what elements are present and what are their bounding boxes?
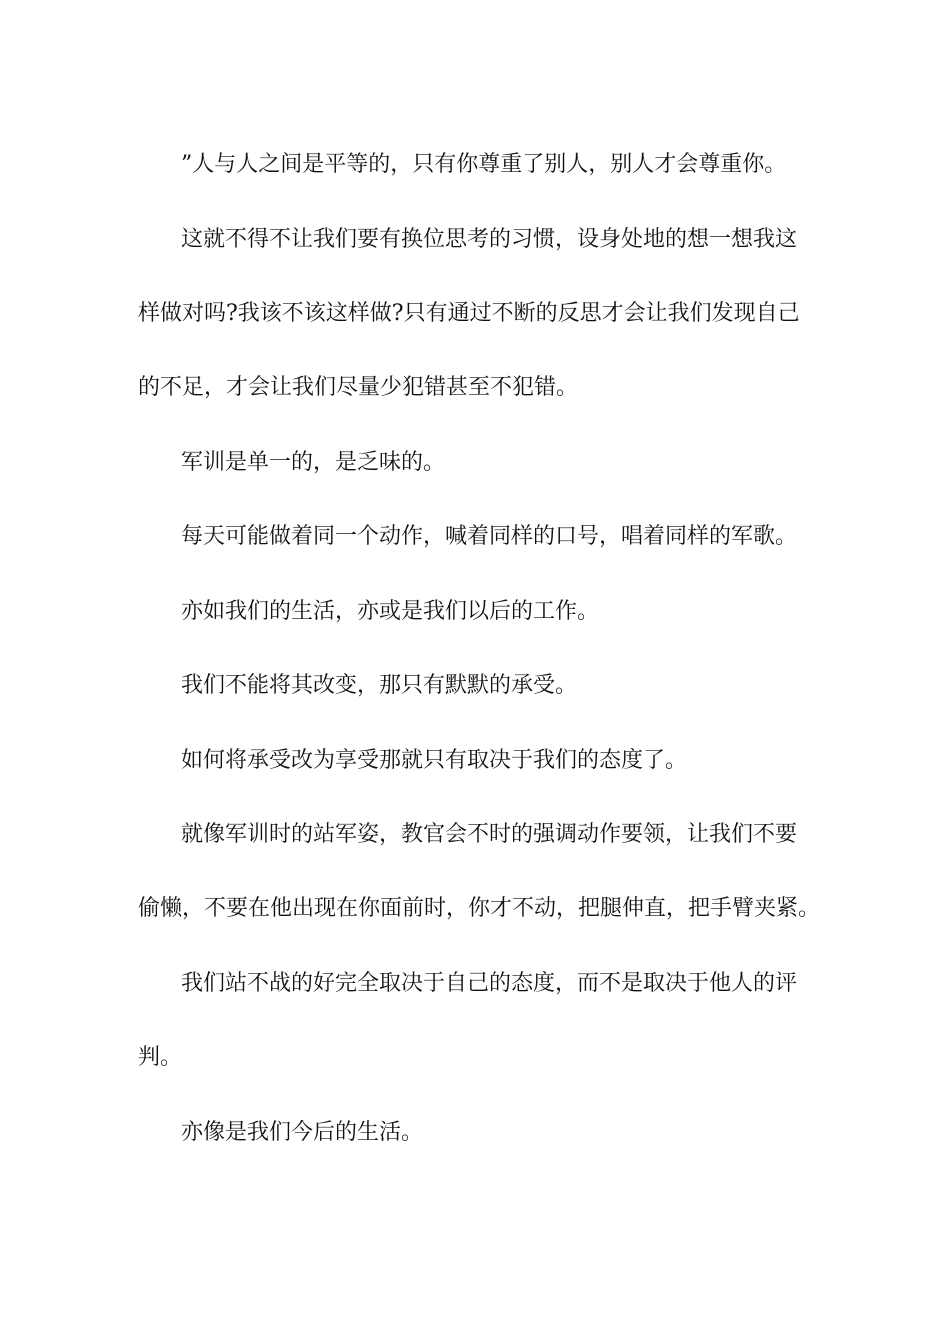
text-line: 亦如我们的生活，亦或是我们以后的工作。 [181,599,600,624]
text-line: 就像军训时的站军姿，教官会不时的强调动作要领，让我们不要 [181,822,798,847]
text-line: ”人与人之间是平等的，只有你尊重了别人，别人才会尊重你。 [181,152,787,177]
text-line: 这就不得不让我们要有换位思考的习惯，设身处地的想一想我这 [181,227,798,252]
text-line: 每天可能做着同一个动作，喊着同样的口号，唱着同样的军歌。 [181,524,798,549]
text-line: 如何将承受改为享受那就只有取决于我们的态度了。 [181,748,688,773]
text-line: 亦像是我们今后的生活。 [181,1120,424,1145]
text-line: 军训是单一的，是乏味的。 [181,450,446,475]
text-line: 我们站不战的好完全取决于自己的态度，而不是取决于他人的评 [181,971,798,996]
text-line: 的不足，才会让我们尽量少犯错甚至不犯错。 [138,375,579,400]
text-line: 样做对吗?我该不该这样做?只有通过不断的反思才会让我们发现自己 [138,301,800,326]
text-line: 我们不能将其改变，那只有默默的承受。 [181,673,578,698]
text-line: 判。 [138,1045,183,1070]
text-line: 偷懒，不要在他出现在你面前时，你才不动，把腿伸直，把手臂夹紧。 [138,896,821,921]
